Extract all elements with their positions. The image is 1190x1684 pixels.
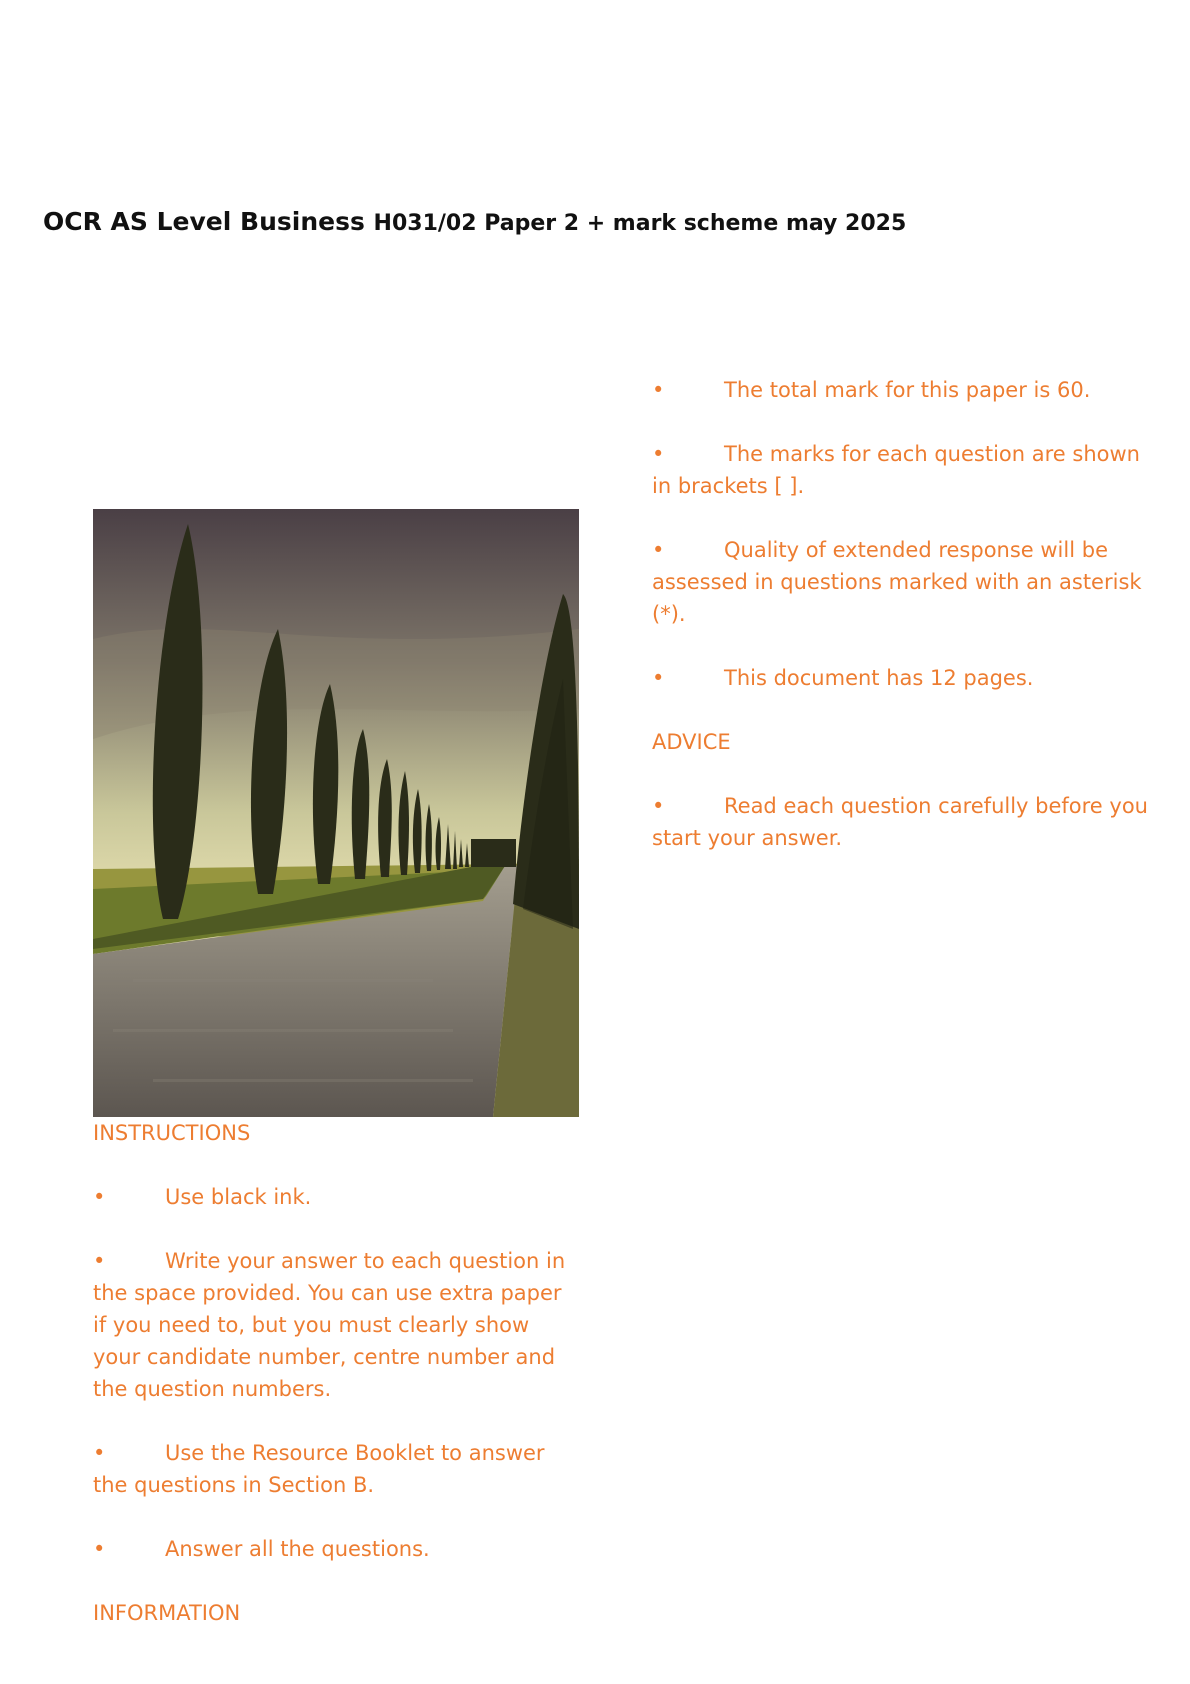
information-item: • Quality of extended response will be assessed in questions marked with an asterisk (*).: [652, 534, 1157, 630]
bullet-icon: •: [652, 538, 665, 562]
bullet-icon: •: [93, 1537, 106, 1561]
instruction-item: • Write your answer to each question in the space provided. You can use extra paper if you need to, but you must clearly show your candidate number, centre number and the question numbers.: [93, 1245, 573, 1405]
bullet-icon: •: [652, 442, 665, 466]
information-column: [652, 374, 1157, 854]
bullet-icon: •: [652, 666, 665, 690]
advice-item: • Read each question carefully before you start your answer.: [652, 790, 1157, 854]
page-title: [43, 200, 906, 238]
instructions-column: [93, 1117, 573, 1629]
bullet-icon: •: [93, 1185, 106, 1209]
information-heading: INFORMATION: [93, 1601, 241, 1625]
information-item: • This document has 12 pages.: [652, 662, 1157, 694]
cypress-road-landscape-image: [93, 509, 579, 1117]
bullet-icon: •: [652, 794, 665, 818]
bullet-icon: •: [652, 378, 665, 402]
information-item: • The total mark for this paper is 60.: [652, 374, 1157, 406]
information-item: • The marks for each question are shown in brackets [ ].: [652, 438, 1157, 502]
bullet-icon: •: [93, 1441, 106, 1465]
instructions-heading: INSTRUCTIONS: [93, 1121, 251, 1145]
instruction-item: • Use black ink.: [93, 1181, 573, 1213]
bullet-icon: •: [93, 1249, 106, 1273]
instruction-item: • Answer all the questions.: [93, 1533, 573, 1565]
page-title-main: OCR AS Level Business: [43, 207, 374, 236]
advice-heading: ADVICE: [652, 730, 731, 754]
instruction-item: • Use the Resource Booklet to answer the questions in Section B.: [93, 1437, 573, 1501]
page-title-sub: H031/02 Paper 2 + mark scheme may 2025: [373, 211, 907, 236]
